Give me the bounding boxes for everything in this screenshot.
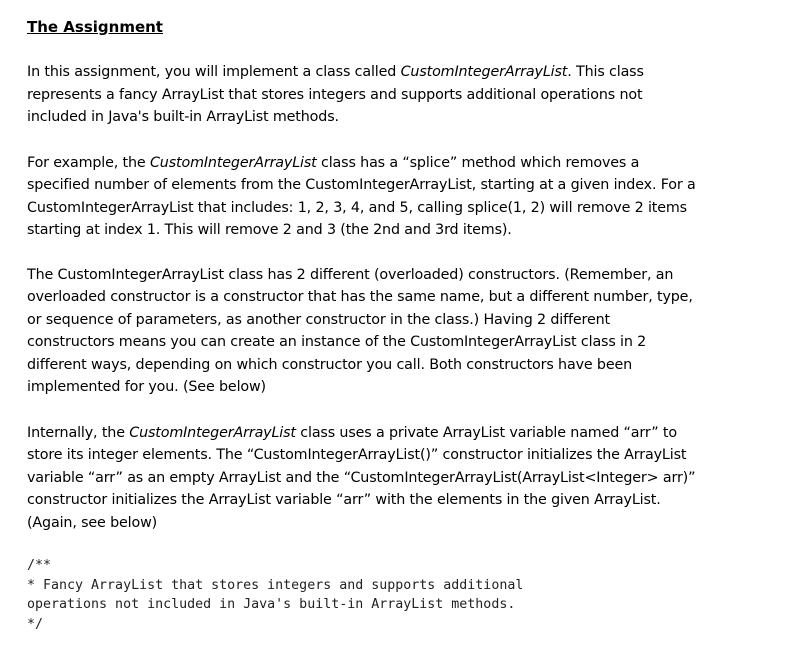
text-line: implemented for you. (See below) — [27, 379, 266, 395]
text-span: class uses a private ArrayList variable named “arr” to — [295, 424, 677, 441]
internals-paragraph — [27, 422, 767, 535]
text-line: different ways, depending on which constructor you call. Both constructors have been — [27, 356, 633, 373]
text-line: or sequence of parameters, as another constructor in the class.) Having 2 different — [27, 311, 610, 328]
intro-paragraph — [27, 61, 767, 129]
section-heading: The Assignment — [27, 18, 163, 36]
text-line: (Again, see below) — [27, 514, 158, 531]
text-line — [27, 422, 767, 445]
text-span: In this assignment, you will implement a class called — [27, 64, 401, 80]
example-paragraph — [27, 152, 767, 242]
text-line — [27, 61, 767, 84]
class-name-italic: CustomIntegerArrayList — [129, 424, 296, 441]
text-span: . This class — [567, 64, 644, 80]
code-line: */ — [27, 616, 44, 632]
text-line: The CustomIntegerArrayList class has 2 different (overloaded) constructors. (Remember, an — [27, 266, 674, 283]
text-line: specified number of elements from the CustomIntegerArrayList, starting at a given index. For a — [27, 177, 696, 193]
class-name-italic: CustomIntegerArrayList — [149, 154, 317, 171]
document — [27, 16, 767, 634]
code-comment-block — [27, 556, 767, 634]
text-line: variable “arr” as an empty ArrayList and the “CustomIntegerArrayList(ArrayList<Integer> arr)” — [27, 469, 696, 486]
text-span: For example, the — [27, 154, 150, 171]
text-line: included in Java's built-in ArrayList methods. — [27, 109, 339, 125]
text-line: overloaded constructor is a constructor that has the same name, but a different number, type, — [27, 289, 693, 305]
text-line: starting at index 1. This will remove 2 and 3 (the 2nd and 3rd items). — [27, 222, 512, 238]
text-line — [27, 152, 767, 175]
text-line: CustomIntegerArrayList that includes: 1, 2, 3, 4, and 5, calling splice(1, 2) will remove 2 items — [27, 199, 687, 216]
code-line: /** — [27, 558, 52, 573]
code-line: * Fancy ArrayList that stores integers and supports additional — [27, 577, 524, 593]
class-name-italic: CustomIntegerArrayList — [400, 64, 568, 80]
text-line: represents a fancy ArrayList that stores integers and supports additional operations not — [27, 86, 643, 103]
text-line: constructor initializes the ArrayList variable “arr” with the elements in the given ArrayList. — [27, 492, 661, 508]
text-span: Internally, the — [27, 424, 130, 441]
text-line: store its integer elements. The “CustomIntegerArrayList()” constructor initializes the ArrayList — [27, 447, 687, 463]
text-line: constructors means you can create an instance of the CustomIntegerArrayList class in 2 — [27, 334, 647, 350]
code-line: operations not included in Java's built-in ArrayList methods. — [27, 597, 516, 612]
text-span: class has a “splice” method which removes a — [316, 154, 640, 171]
constructors-paragraph — [27, 264, 767, 399]
